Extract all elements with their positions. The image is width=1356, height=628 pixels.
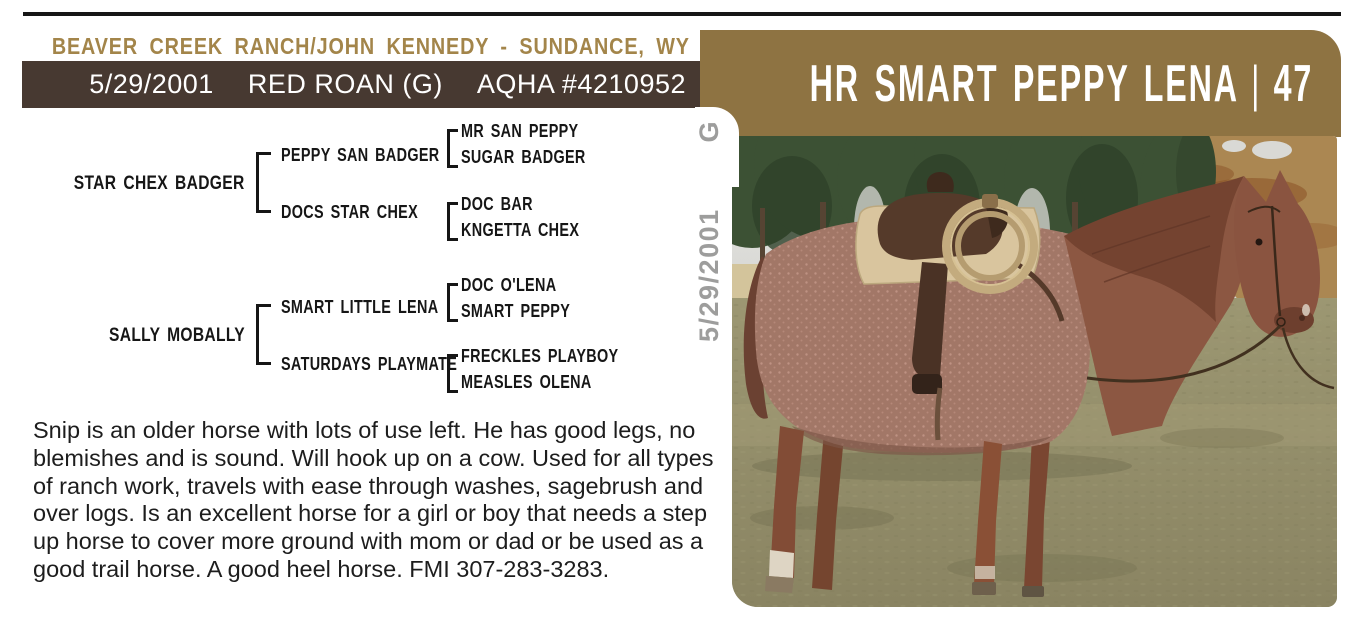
foal-date: 5/29/2001 [89, 69, 214, 99]
side-tab-sex: G [693, 120, 724, 143]
sire-sire-sire: MR SAN PEPPY [461, 121, 579, 141]
description-line: good trail horse. A good heel horse. FMI 307-283-3283. [33, 555, 610, 582]
sale-description [33, 417, 714, 584]
side-tab-date: 5/29/2001 [693, 208, 724, 342]
side-tab [691, 114, 727, 352]
owner-line: BEAVER CREEK RANCH/JOHN KENNEDY - SUNDANCE, WY [52, 33, 690, 59]
dam-dam-dam: MEASLES OLENA [461, 372, 592, 392]
color-sex: RED ROAN (G) [247, 69, 443, 99]
description-line: of ranch work, travels with ease through washes, sagebrush and [33, 472, 704, 499]
dam-dam-sire: FRECKLES PLAYBOY [461, 346, 619, 366]
bracket-dam-sire [447, 283, 458, 322]
dam-name: SALLY MOBALLY [108, 324, 245, 346]
description-line: Snip is an older horse with lots of use left. He has good legs, no [33, 417, 696, 443]
bracket-dam [256, 304, 271, 365]
hip-number: 47 [1273, 54, 1313, 113]
horse-photo [732, 136, 1337, 607]
sire-dam-name: DOCS STAR CHEX [281, 202, 419, 222]
description-line: blemishes and is sound. Will hook up on a cow. Used for all types [33, 444, 714, 471]
dam-sire-name: SMART LITTLE LENA [281, 297, 439, 317]
sire-dam-sire: DOC BAR [461, 194, 533, 214]
horse-photo-illustration [732, 136, 1337, 607]
bracket-dam-dam [447, 354, 458, 393]
sire-sire-dam: SUGAR BADGER [461, 147, 586, 167]
sire-dam-dam: KNGETTA CHEX [461, 220, 580, 240]
sire-name: STAR CHEX BADGER [74, 172, 245, 194]
horse-name: HR SMART PEPPY LENA [809, 54, 1239, 113]
bracket-sire-sire [447, 129, 458, 168]
dam-sire-dam: SMART PEPPY [461, 301, 571, 321]
info-bar [22, 61, 700, 108]
bracket-sire-dam [447, 202, 458, 241]
registration-number: AQHA #4210952 [476, 69, 686, 99]
dam-dam-name: SATURDAYS PLAYMATE [281, 354, 458, 374]
top-rule [23, 12, 1341, 16]
description-line: over logs. Is an excellent horse for a girl or boy that needs a step [33, 500, 708, 527]
title-line [809, 54, 1313, 114]
dam-sire-sire: DOC O'LENA [461, 275, 557, 295]
title-separator: | [1251, 55, 1262, 112]
bracket-sire [256, 152, 271, 213]
description-line: up horse to cover more ground with mom or dad or be used as a [33, 528, 704, 555]
title-block [700, 30, 1341, 137]
sire-sire-name: PEPPY SAN BADGER [281, 145, 440, 165]
